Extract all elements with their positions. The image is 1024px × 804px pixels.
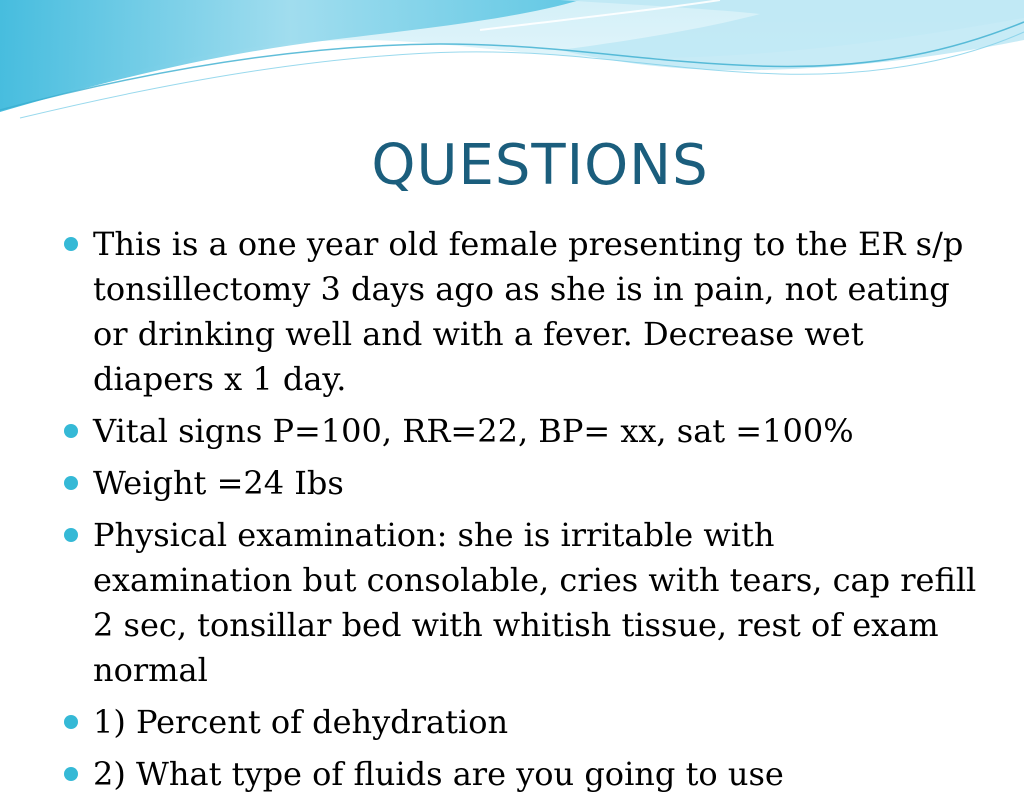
bullet-marker-icon bbox=[64, 237, 78, 251]
wave-main bbox=[0, 0, 580, 112]
bullet-item bbox=[60, 409, 980, 454]
bullet-text: 2) What type of fluids are you going to use bbox=[93, 755, 784, 793]
bullet-text: Physical examination: she is irritable with examination but consolable, cries with tears, cap refill 2 sec, tonsillar bed with whitish tissue, rest of exam normal bbox=[93, 516, 977, 689]
bullet-marker-icon bbox=[64, 715, 78, 729]
bullet-text: Weight =24 Ibs bbox=[93, 464, 344, 502]
bullet-item bbox=[60, 222, 980, 402]
bullet-text: 1) Percent of dehydration bbox=[93, 703, 509, 741]
slide-title: QUESTIONS bbox=[371, 133, 709, 198]
bullet-item bbox=[60, 513, 980, 693]
bullet-marker-icon bbox=[64, 767, 78, 781]
bullet-text: This is a one year old female presenting to the ER s/p tonsillectomy 3 days ago as she is in pain, not eating or drinking well and with a fever. Decrease wet diapers x 1 day. bbox=[93, 225, 964, 398]
bullet-marker-icon bbox=[64, 528, 78, 542]
bullet-marker-icon bbox=[64, 476, 78, 490]
wave-banner bbox=[0, 0, 1024, 130]
bullet-marker-icon bbox=[64, 424, 78, 438]
bullet-item bbox=[60, 461, 980, 506]
bullet-text: Vital signs P=100, RR=22, BP= xx, sat =100% bbox=[93, 412, 854, 450]
bullet-item bbox=[60, 752, 980, 797]
bullet-item bbox=[60, 700, 980, 745]
bullet-list bbox=[60, 222, 980, 804]
